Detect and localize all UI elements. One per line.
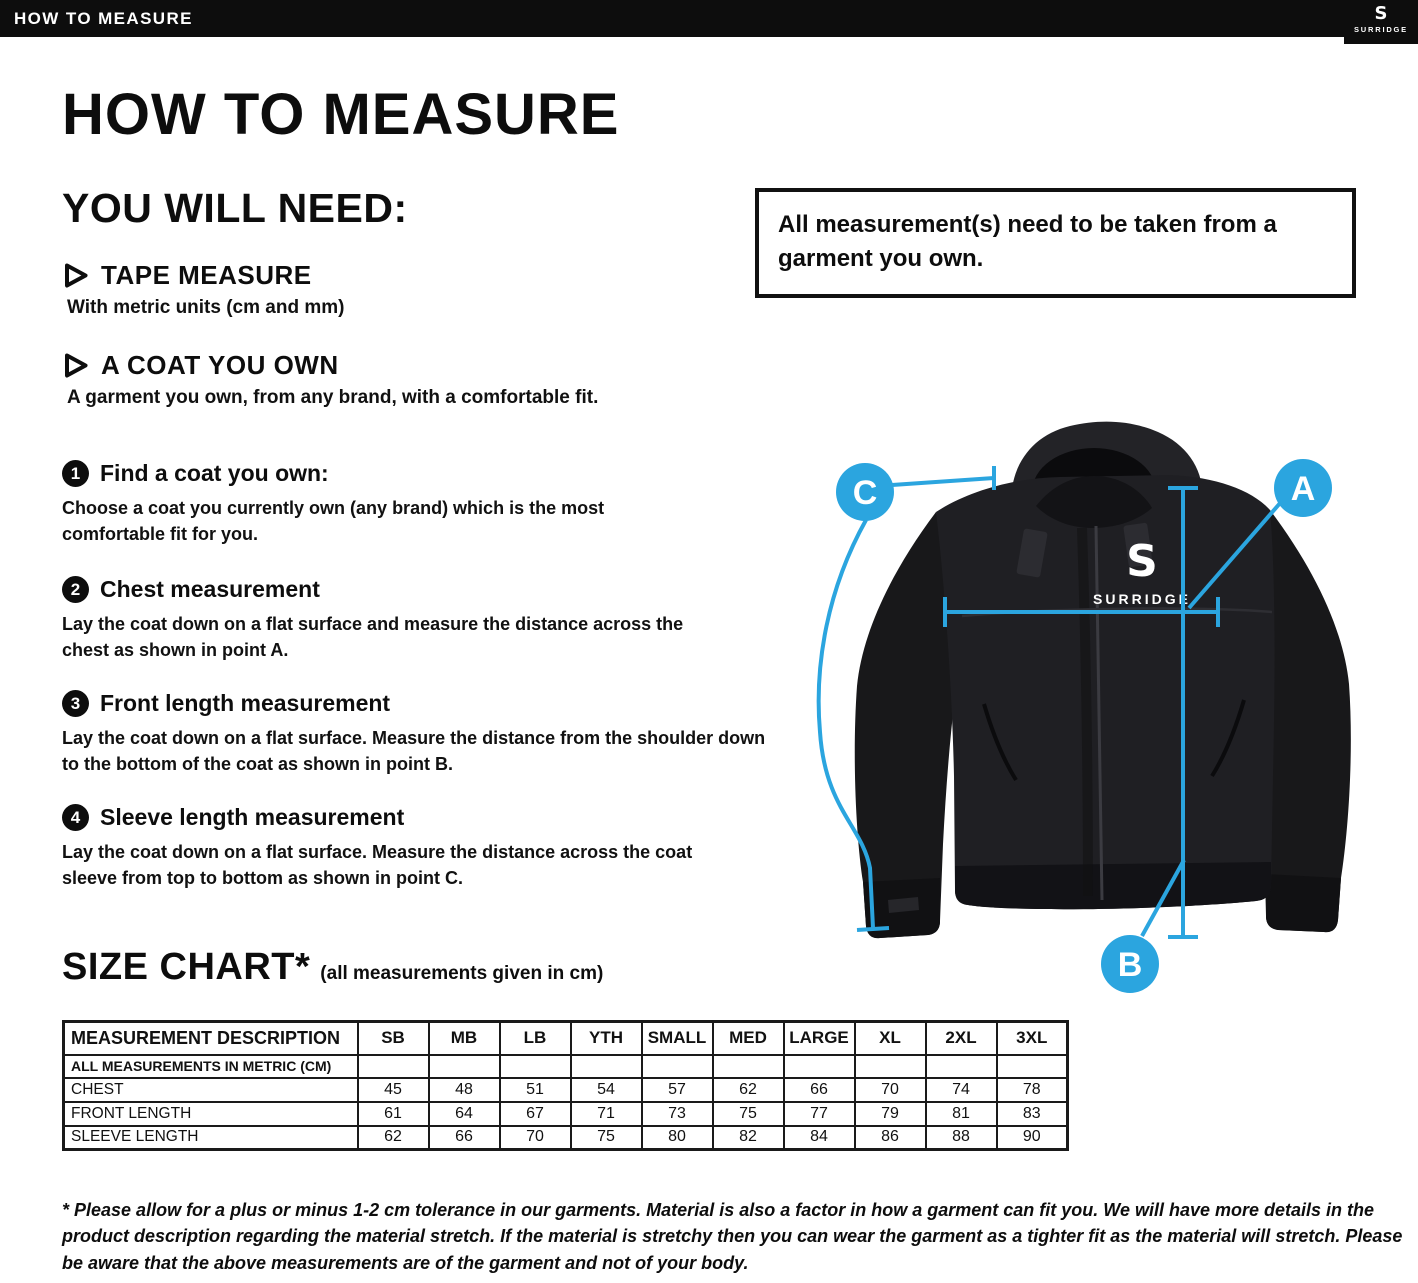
svg-text:C: C xyxy=(852,474,878,512)
table-cell: 64 xyxy=(429,1102,500,1126)
empty-cell xyxy=(784,1055,855,1078)
column-header: 2XL xyxy=(926,1022,997,1055)
table-cell: 73 xyxy=(642,1102,713,1126)
step-title: Sleeve length measurement xyxy=(100,804,405,830)
jacket-measurement-diagram xyxy=(770,408,1410,1000)
size-chart-title: SIZE CHART* xyxy=(62,946,311,988)
need-item-label: A COAT YOU OWN xyxy=(101,350,339,380)
table-cell: 75 xyxy=(571,1126,642,1150)
step-1 xyxy=(62,460,627,547)
need-item-tape-measure xyxy=(62,260,344,319)
table-row-sleeve-length xyxy=(64,1126,1068,1150)
table-cell: 67 xyxy=(500,1102,571,1126)
footnote: * Please allow for a plus or minus 1-2 cm tolerance in our garments. Material is also a factor in how a garment can fit you. We will have more details in the product description regarding the material stretch. If the material is stretchy then you can wear the garment as a tighter fit as the material will stretch. Please be aware that the above measurements are of the garment and not of your body. xyxy=(62,1200,1403,1273)
step-body: Lay the coat down on a flat surface. Measure the distance across the coat sleeve from top to bottom as shown in point C. xyxy=(62,842,693,888)
step-number-badge: 2 xyxy=(62,576,89,603)
table-cell: 70 xyxy=(855,1078,926,1102)
empty-cell xyxy=(997,1055,1068,1078)
step-title: Find a coat you own: xyxy=(100,460,329,486)
empty-cell xyxy=(571,1055,642,1078)
need-item-coat xyxy=(62,350,598,409)
table-row-chest xyxy=(64,1078,1068,1102)
column-header: XL xyxy=(855,1022,926,1055)
step-title: Chest measurement xyxy=(100,576,320,602)
svg-text:B: B xyxy=(1117,946,1143,984)
size-chart-subtitle: (all measurements given in cm) xyxy=(320,963,604,984)
empty-cell xyxy=(926,1055,997,1078)
row-label: SLEEVE LENGTH xyxy=(64,1126,358,1150)
empty-cell xyxy=(713,1055,784,1078)
table-cell: 77 xyxy=(784,1102,855,1126)
table-header-row xyxy=(64,1022,1068,1055)
column-header: 3XL xyxy=(997,1022,1068,1055)
table-cell: 88 xyxy=(926,1126,997,1150)
need-item-description: With metric units (cm and mm) xyxy=(67,297,345,318)
empty-cell xyxy=(358,1055,429,1078)
step-number-badge: 3 xyxy=(62,690,89,717)
table-cell: 82 xyxy=(713,1126,784,1150)
table-cell: 62 xyxy=(713,1078,784,1102)
table-cell: 62 xyxy=(358,1126,429,1150)
page-title: HOW TO MEASURE xyxy=(62,82,620,147)
step-4 xyxy=(62,804,702,891)
surridge-wordmark: SURRIDGE xyxy=(1354,25,1408,34)
surridge-logo xyxy=(1344,0,1418,44)
column-header: MED xyxy=(713,1022,784,1055)
step-body: Choose a coat you currently own (any brand) which is the most comfortable fit for you. xyxy=(62,498,605,544)
empty-cell xyxy=(500,1055,571,1078)
table-cell: 45 xyxy=(358,1078,429,1102)
table-cell: 51 xyxy=(500,1078,571,1102)
table-cell: 66 xyxy=(784,1078,855,1102)
table-cell: 83 xyxy=(997,1102,1068,1126)
table-cell: 66 xyxy=(429,1126,500,1150)
step-number-badge: 1 xyxy=(62,460,89,487)
you-will-need-heading: YOU WILL NEED: xyxy=(62,185,408,231)
marker-b xyxy=(1101,935,1159,993)
top-bar xyxy=(0,0,1418,37)
table-cell: 70 xyxy=(500,1126,571,1150)
step-number-badge: 4 xyxy=(62,804,89,831)
size-chart-table xyxy=(62,1020,1069,1151)
note-cell: ALL MEASUREMENTS IN METRIC (CM) xyxy=(64,1055,358,1078)
row-label: CHEST xyxy=(64,1078,358,1102)
table-cell: 80 xyxy=(642,1126,713,1150)
row-label: FRONT LENGTH xyxy=(64,1102,358,1126)
step-body: Lay the coat down on a flat surface. Measure the distance from the shoulder down to the bottom of the coat as shown in point B. xyxy=(62,728,766,774)
step-title: Front length measurement xyxy=(100,690,391,716)
notice-box: All measurement(s) need to be taken from a garment you own. xyxy=(755,188,1356,298)
step-3 xyxy=(62,690,787,777)
surridge-s-icon: S xyxy=(1374,3,1388,24)
table-cell: 86 xyxy=(855,1126,926,1150)
table-cell: 84 xyxy=(784,1126,855,1150)
column-header: MEASUREMENT DESCRIPTION xyxy=(64,1022,358,1055)
column-header: YTH xyxy=(571,1022,642,1055)
table-cell: 61 xyxy=(358,1102,429,1126)
step-body: Lay the coat down on a flat surface and measure the distance across the chest as shown in point A. xyxy=(62,614,684,660)
empty-cell xyxy=(855,1055,926,1078)
table-cell: 74 xyxy=(926,1078,997,1102)
triangle-bullet-icon xyxy=(62,262,89,289)
marker-c xyxy=(836,463,894,521)
column-header: LARGE xyxy=(784,1022,855,1055)
table-cell: 81 xyxy=(926,1102,997,1126)
table-row-front-length xyxy=(64,1102,1068,1126)
table-cell: 48 xyxy=(429,1078,500,1102)
column-header: LB xyxy=(500,1022,571,1055)
empty-cell xyxy=(642,1055,713,1078)
top-bar-title: HOW TO MEASURE xyxy=(14,9,193,28)
table-cell: 75 xyxy=(713,1102,784,1126)
column-header: SMALL xyxy=(642,1022,713,1055)
marker-a xyxy=(1274,459,1332,517)
empty-cell xyxy=(429,1055,500,1078)
table-cell: 57 xyxy=(642,1078,713,1102)
garment-surridge-wordmark: SURRIDGE xyxy=(1093,591,1191,607)
column-header: MB xyxy=(429,1022,500,1055)
table-cell: 54 xyxy=(571,1078,642,1102)
garment-surridge-s-icon: S xyxy=(1126,536,1158,587)
need-item-description: A garment you own, from any brand, with a comfortable fit. xyxy=(67,387,599,408)
need-item-label: TAPE MEASURE xyxy=(101,260,312,290)
table-cell: 78 xyxy=(997,1078,1068,1102)
table-cell: 71 xyxy=(571,1102,642,1126)
table-cell: 90 xyxy=(997,1126,1068,1150)
table-cell: 79 xyxy=(855,1102,926,1126)
column-header: SB xyxy=(358,1022,429,1055)
size-chart-heading-row xyxy=(62,946,603,989)
table-note-row xyxy=(64,1055,1068,1078)
svg-text:A: A xyxy=(1290,470,1316,508)
triangle-bullet-icon xyxy=(62,352,89,379)
step-2 xyxy=(62,576,722,663)
